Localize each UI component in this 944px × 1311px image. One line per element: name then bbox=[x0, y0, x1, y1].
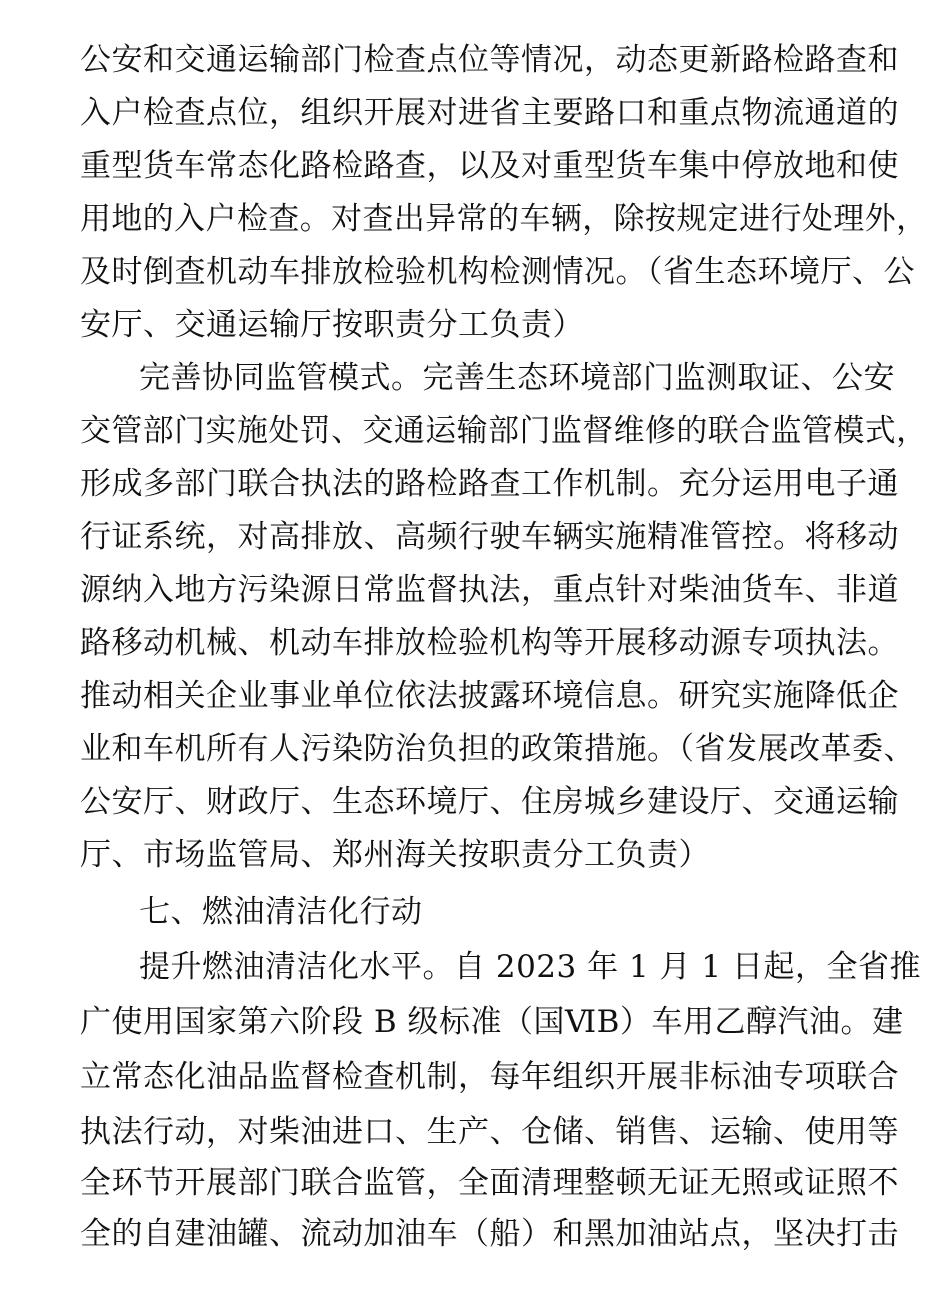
text-line: 路移动机械、机动车排放检验机构等开展移动源专项执法。 bbox=[80, 625, 899, 661]
text-line: 安厅、交通运输厅按职责分工负责） bbox=[80, 307, 584, 343]
text-line: 立常态化油品监督检查机制，每年组织开展非标油专项联合 bbox=[80, 1059, 899, 1095]
text-line: 重型货车常态化路检路查，以及对重型货车集中停放地和使 bbox=[80, 148, 899, 184]
text-line: 全的自建油罐、流动加油车（船）和黑加油站点，坚决打击 bbox=[80, 1216, 899, 1252]
text-line: 交管部门实施处罚、交通运输部门监督维修的联合监管模式， bbox=[80, 413, 928, 449]
text-line: 行证系统，对高排放、高频行驶车辆实施精准管控。将移动 bbox=[80, 519, 899, 555]
text-line: 入户检查点位，组织开展对进省主要路口和重点物流通道的 bbox=[80, 95, 899, 131]
text-line: 厅、市场监管局、郑州海关按职责分工负责） bbox=[80, 837, 710, 873]
text-line: 及时倒查机动车排放检验机构检测情况。（省生态环境厅、公 bbox=[80, 254, 915, 290]
text-line: 公安和交通运输部门检查点位等情况，动态更新路检路查和 bbox=[80, 42, 899, 78]
paragraph-start-line: 完善协同监管模式。完善生态环境部门监测取证、公安 bbox=[139, 360, 895, 396]
section-heading: 七、燃油清洁化行动 bbox=[139, 894, 423, 930]
text-line: 执法行动，对柴油进口、生产、仓储、销售、运输、使用等 bbox=[80, 1114, 899, 1150]
text-line: 广使用国家第六阶段 B 级标准（国ⅥB）车用乙醇汽油。建 bbox=[80, 1004, 904, 1040]
text-line: 源纳入地方污染源日常监督执法，重点针对柴油货车、非道 bbox=[80, 572, 899, 608]
text-line: 用地的入户检查。对查出异常的车辆，除按规定进行处理外， bbox=[80, 201, 928, 237]
text-line: 推动相关企业事业单位依法披露环境信息。研究实施降低企 bbox=[80, 678, 899, 714]
text-line: 形成多部门联合执法的路检路查工作机制。充分运用电子通 bbox=[80, 466, 899, 502]
text-line: 业和车机所有人污染防治负担的政策措施。（省发展改革委、 bbox=[80, 731, 915, 767]
paragraph-start-line: 提升燃油清洁化水平。自 2023 年 1 月 1 日起，全省推 bbox=[139, 949, 921, 985]
text-line: 公安厅、财政厅、生态环境厅、住房城乡建设厅、交通运输 bbox=[80, 784, 899, 820]
text-line: 全环节开展部门联合监管，全面清理整顿无证无照或证照不 bbox=[80, 1165, 899, 1201]
